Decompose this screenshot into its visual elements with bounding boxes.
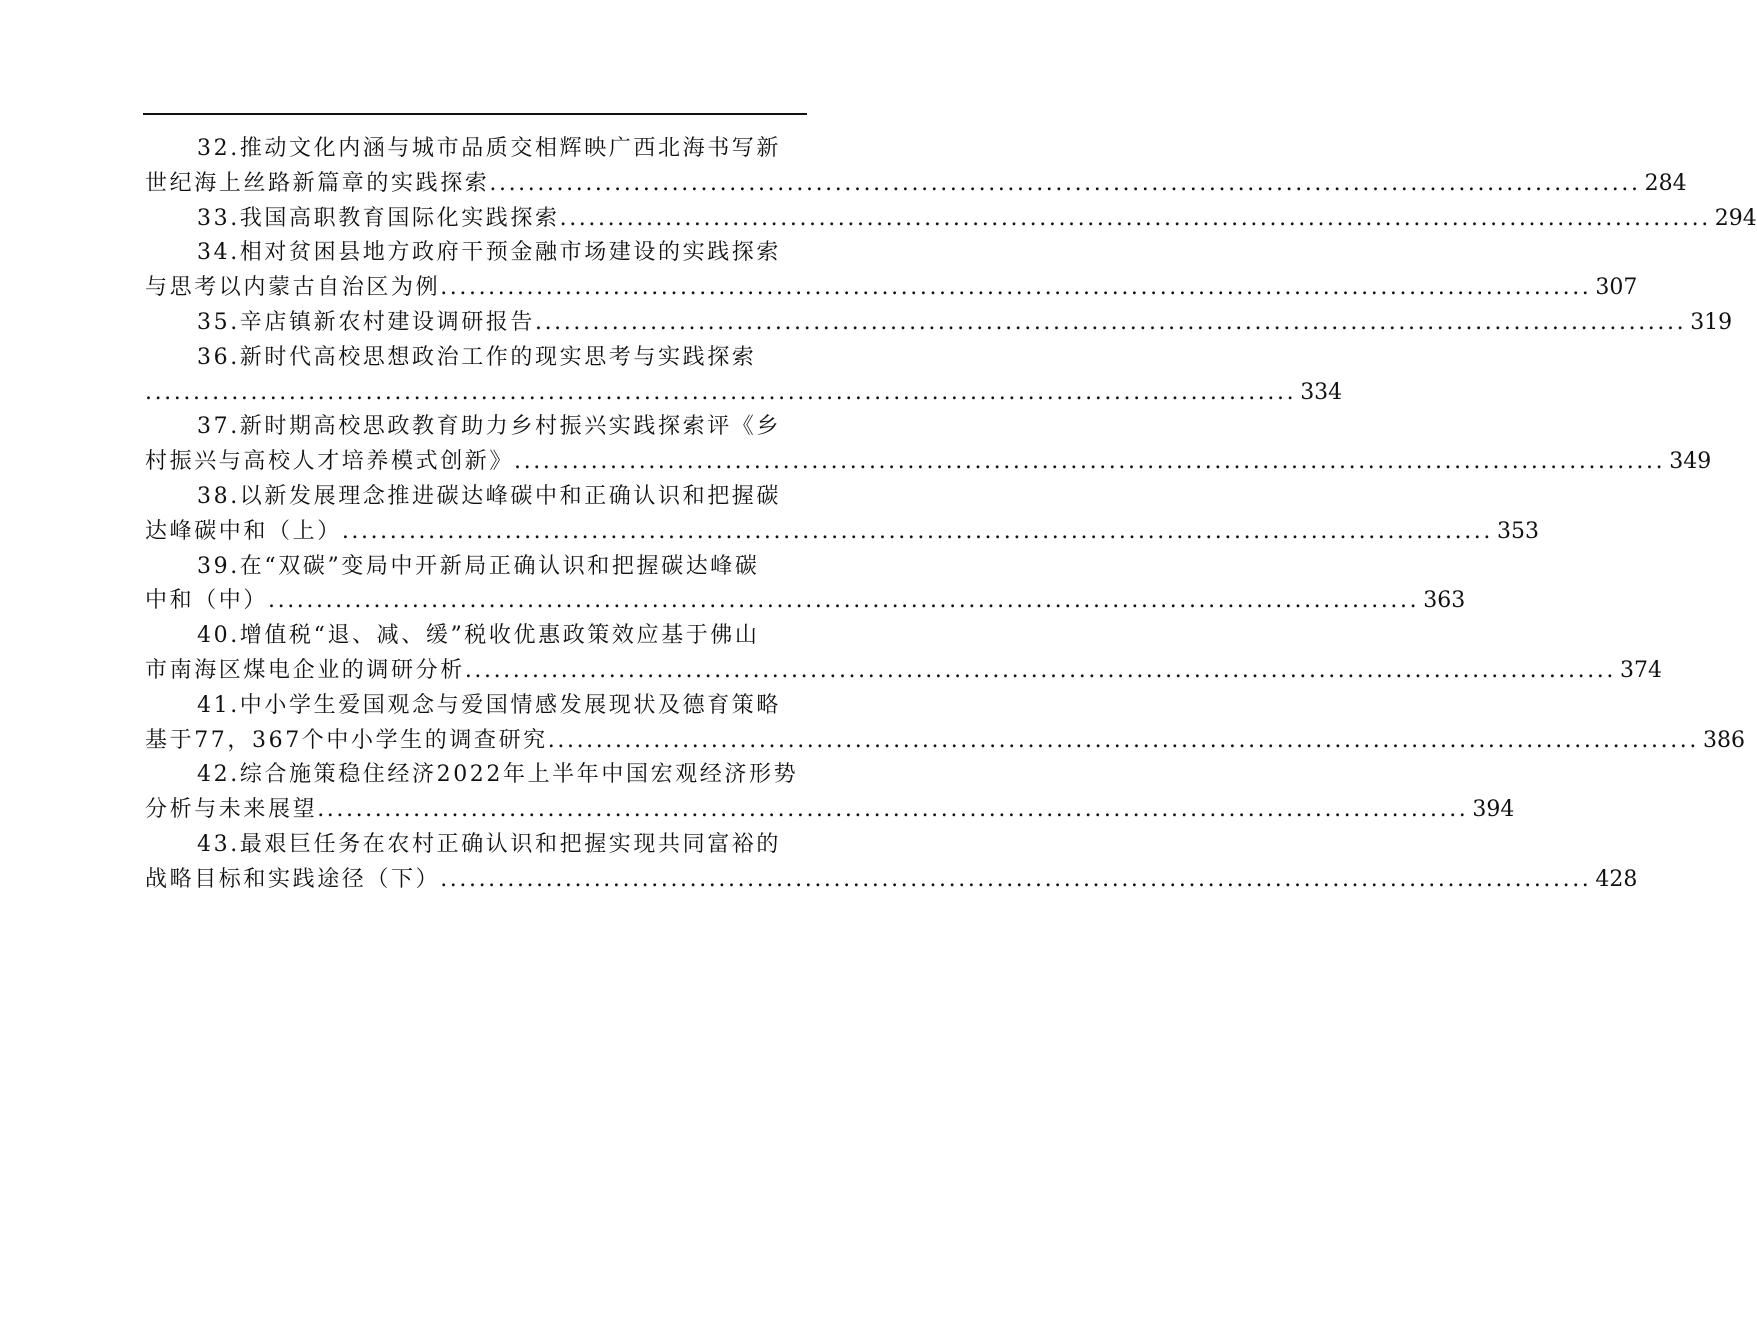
toc-entry-text: 辛店镇新农村建设调研报告 [239, 309, 535, 335]
page-number: 363 [1423, 588, 1466, 614]
toc-entry-text: 我国高职教育国际化实践探索 [239, 205, 560, 231]
toc-entry-text-continued: 市南海区煤电企业的调研分析 [145, 657, 465, 683]
toc-entry[interactable] [145, 689, 1745, 759]
dot-leader: ........................................................................................................................ [341, 518, 1493, 544]
toc-entry-text: 相对贫困县地方政府干预金融市场建设的实践探索 [239, 240, 781, 266]
page-number: 334 [1300, 379, 1343, 405]
toc-entry[interactable] [145, 480, 1539, 550]
page-number: 307 [1595, 275, 1638, 301]
toc-entry-title [145, 619, 805, 654]
page-number: 349 [1669, 449, 1712, 475]
page-number: 294 [1714, 205, 1757, 231]
toc-entry-title [145, 828, 805, 863]
toc-entry-number: 38. [197, 483, 240, 509]
page-number: 374 [1620, 657, 1662, 683]
dot-leader: ........................................................................................................................ [440, 866, 1592, 892]
toc-entry[interactable] [145, 132, 1687, 202]
toc-entry-title [197, 202, 560, 237]
dot-leader: ........................................................................................................................ [268, 588, 1420, 614]
page-number: 386 [1702, 727, 1745, 753]
toc-entry-text: 推动文化内涵与城市品质交相辉映广西北海书写新 [239, 136, 781, 161]
toc-entry-number: 42. [197, 762, 240, 788]
toc-entry[interactable] [145, 410, 1712, 480]
toc-entry-number: 37. [197, 414, 240, 440]
dot-leader: ........................................................................................................................ [464, 657, 1616, 683]
toc-entry-text: 在“双碳”变局中开新局正确认识和把握碳达峰碳 [239, 553, 760, 579]
toc-entry-number: 36. [197, 344, 240, 370]
dot-leader: ........................................................................................................................ [145, 379, 1297, 405]
toc-entry-number: 35. [197, 309, 240, 335]
toc-entry-text-continued: 与思考以内蒙古自治区为例 [145, 275, 441, 301]
toc-entry-text-continued: 村振兴与高校人才培养模式创新》 [145, 449, 515, 475]
table-of-contents [145, 132, 1757, 898]
toc-entry-text: 增值税“退、减、缓”税收优惠政策效应基于佛山 [239, 623, 760, 649]
toc-entry-number: 41. [197, 692, 240, 718]
toc-entry[interactable] [145, 341, 1343, 411]
toc-entry-text-continued: 世纪海上丝路新篇章的实践探索 [145, 170, 490, 196]
toc-entry-title [197, 306, 535, 341]
toc-entry-title [145, 480, 805, 515]
toc-entry-text: 综合施策稳住经济2022年上半年中国宏观经济形势 [239, 762, 799, 788]
dot-leader: ........................................................................................................................ [489, 170, 1641, 196]
page-number: 428 [1595, 866, 1638, 892]
dot-leader: ........................................................................................................................ [547, 727, 1699, 753]
toc-entry-text-continued: 达峰碳中和（上） [145, 518, 342, 544]
page-number: 353 [1497, 518, 1539, 544]
toc-entry-title [145, 550, 805, 585]
toc-entry-number: 34. [197, 240, 240, 266]
toc-entry-text-continued: 分析与未来展望 [145, 797, 318, 823]
toc-entry-text: 新时代高校思想政治工作的现实思考与实践探索 [239, 344, 757, 370]
toc-entry-number: 32. [197, 136, 240, 161]
page-number: 394 [1472, 797, 1515, 823]
dot-leader: ........................................................................................................................ [317, 797, 1469, 823]
dot-leader: ........................................................................................................................ [440, 275, 1592, 301]
toc-entry-title [145, 689, 805, 724]
toc-entry-number: 43. [197, 831, 240, 857]
toc-entry-title [145, 341, 805, 376]
toc-entry-text-continued: 中和（中） [145, 588, 269, 614]
toc-entry-title [145, 758, 805, 793]
dot-leader: ........................................................................................................................ [514, 449, 1666, 475]
toc-entry-text: 中小学生爱国观念与爱国情感发展现状及德育策略 [239, 692, 781, 718]
toc-entry-title [145, 236, 805, 271]
toc-entry[interactable] [145, 236, 1638, 306]
toc-entry-text-continued: 战略目标和实践途径（下） [145, 866, 441, 892]
toc-entry[interactable] [145, 619, 1662, 689]
toc-entry-number: 33. [197, 205, 240, 231]
toc-entry-title [145, 132, 805, 167]
page-number: 319 [1690, 309, 1733, 335]
toc-entry-text: 新时期高校思政教育助力乡村振兴实践探索评《乡 [239, 414, 781, 440]
toc-entry-text-continued: 基于77，367个中小学生的调查研究 [145, 727, 548, 753]
dot-leader: ........................................................................................................................ [559, 205, 1711, 231]
toc-entry-text: 以新发展理念推进碳达峰碳中和正确认识和把握碳 [239, 483, 781, 509]
toc-entry[interactable] [145, 550, 1466, 620]
toc-entry[interactable] [145, 202, 1757, 237]
page-number: 284 [1644, 170, 1687, 196]
toc-entry-title [145, 410, 805, 445]
toc-entry-number: 39. [197, 553, 240, 579]
toc-entry-number: 40. [197, 623, 240, 649]
toc-entry-text: 最艰巨任务在农村正确认识和把握实现共同富裕的 [239, 831, 781, 857]
top-rule [143, 113, 807, 115]
toc-entry[interactable] [145, 828, 1638, 898]
dot-leader: ........................................................................................................................ [535, 309, 1687, 335]
toc-entry[interactable] [145, 758, 1515, 828]
toc-entry[interactable] [145, 306, 1733, 341]
